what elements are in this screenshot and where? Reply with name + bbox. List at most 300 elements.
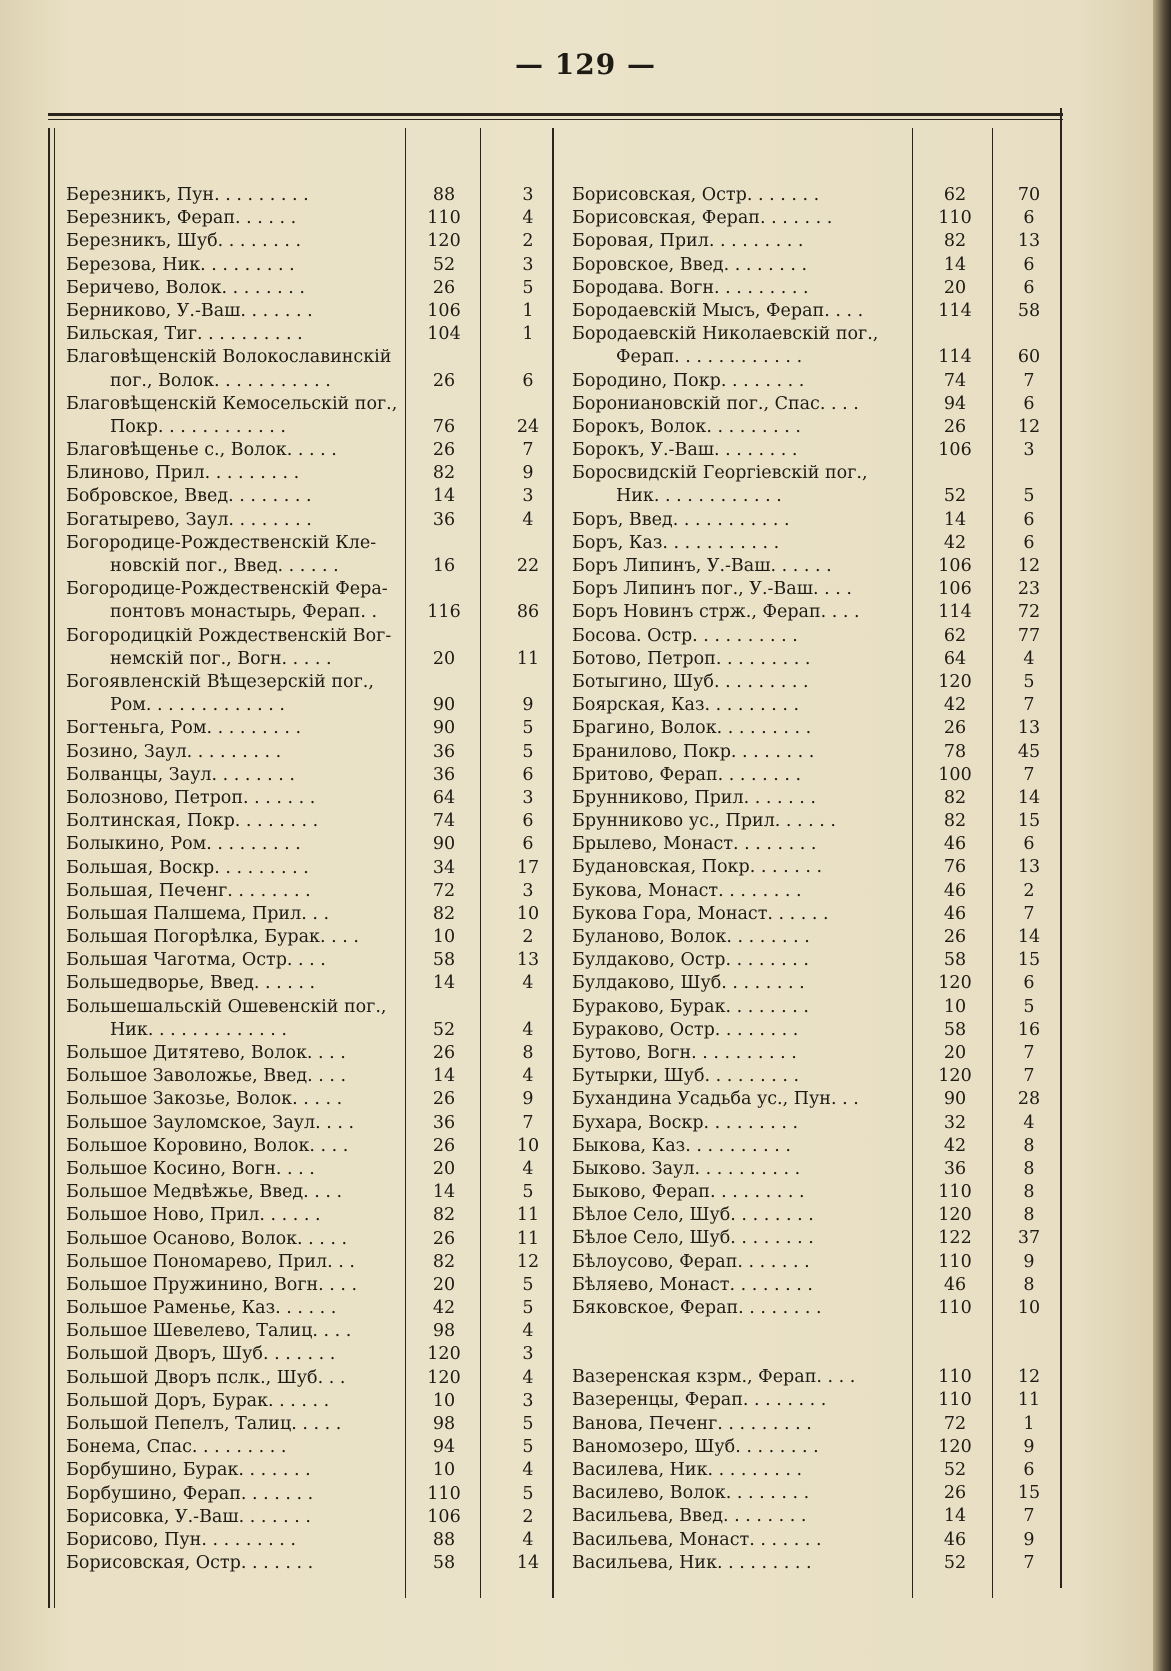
value-first: 26 <box>432 440 456 461</box>
place-name-text: Большое Закозье, Волок. . . . . <box>66 1089 343 1110</box>
list-item <box>66 230 566 253</box>
value-first: 98 <box>432 1321 456 1342</box>
place-name-text: Бяковское, Ферап. . . . . . . . <box>572 1298 822 1319</box>
list-item <box>66 1228 566 1251</box>
place-name <box>572 833 912 856</box>
place-name-text: Березникъ, Ферап. . . . . . <box>66 208 297 229</box>
value-second: 24 <box>516 416 540 437</box>
list-item <box>572 532 1058 555</box>
place-name <box>572 1251 912 1274</box>
value-second: 14 <box>1017 787 1041 808</box>
list-item <box>66 393 566 439</box>
place-name-text: Богородицкій Рождественскій Вог- <box>66 625 392 646</box>
value-second: 7 <box>1023 903 1035 924</box>
value-first: 52 <box>432 254 456 275</box>
place-name <box>66 1390 402 1413</box>
value-first: 20 <box>432 648 456 669</box>
value-second: 8 <box>1023 1274 1035 1295</box>
place-name-text: Бѣлое Село, Шуб. . . . . . . . <box>572 1228 814 1249</box>
place-name-text: Бородаевскій Николаевскій пог., <box>572 324 879 345</box>
value-first: 52 <box>432 1019 456 1040</box>
value-second: 11 <box>516 1205 540 1226</box>
place-name <box>66 1181 402 1204</box>
table-left-border <box>48 128 55 1608</box>
value-second: 10 <box>1017 1298 1041 1319</box>
place-name <box>572 1135 912 1158</box>
place-name-text: Большой Доръ, Бурак. . . . . . <box>66 1390 330 1411</box>
place-name <box>572 1088 912 1111</box>
value-second: 11 <box>516 1228 540 1249</box>
value-first: 10 <box>432 927 456 948</box>
place-name-text: Вазеренская кзрм., Ферап. . . . <box>572 1367 856 1388</box>
list-item <box>66 1343 566 1366</box>
value-second: 2 <box>522 927 534 948</box>
value-first: 58 <box>432 950 456 971</box>
place-name-text: Болозново, Петроп. . . . . . . <box>66 787 316 808</box>
value-second: 3 <box>522 1344 534 1365</box>
place-name-text: Ботово, Петроп. . . . . . . . . <box>572 648 811 669</box>
place-name <box>66 1343 402 1366</box>
place-name-text: Быково. Заул. . . . . . . . . . <box>572 1158 801 1179</box>
place-name-text: Буланово, Волок. . . . . . . . <box>572 927 810 948</box>
place-name-text: Боръ, Каз. . . . . . . . . . . <box>572 532 780 553</box>
place-name-text: Ванова, Печенг. . . . . . . . . <box>572 1413 812 1434</box>
value-first: 76 <box>432 416 456 437</box>
list-item <box>572 230 1058 253</box>
place-name-text: Бильская, Тиг. . . . . . . . . . <box>66 324 303 345</box>
place-name-text: Борбушино, Ферап. . . . . . . <box>66 1483 314 1504</box>
place-name <box>66 1251 402 1274</box>
value-second: 15 <box>1017 950 1041 971</box>
place-name-text: Богоявленскій Вѣщезерскій пог., <box>66 672 374 693</box>
list-item <box>572 1529 1058 1552</box>
place-name-text: Бородаевскій Мысъ, Ферап. . . . <box>572 300 864 321</box>
place-name-text: Борбушино, Бурак. . . . . . . <box>66 1460 311 1481</box>
value-first: 82 <box>432 463 456 484</box>
value-second: 4 <box>522 1367 534 1388</box>
value-second: 4 <box>522 1158 534 1179</box>
place-name <box>572 996 912 1019</box>
place-name <box>66 1088 402 1111</box>
place-name <box>572 880 912 903</box>
place-name <box>66 1065 402 1088</box>
value-second: 15 <box>1017 1483 1041 1504</box>
value-first: 98 <box>432 1414 456 1435</box>
value-second: 37 <box>1017 1228 1041 1249</box>
value-first: 14 <box>943 509 967 530</box>
value-second: 45 <box>1017 741 1041 762</box>
place-name-text: Васильева, Ник. . . . . . . . . <box>572 1552 812 1573</box>
place-name-text: Борисовская, Остр. . . . . . . <box>66 1553 314 1574</box>
place-name <box>572 370 912 393</box>
value-first: 90 <box>432 695 456 716</box>
value-second: 4 <box>522 1066 534 1087</box>
place-name-text: Большая Погорѣлка, Бурак. . . . <box>66 927 359 948</box>
list-item <box>572 1552 1058 1575</box>
value-first: 74 <box>432 811 456 832</box>
place-name <box>66 532 402 578</box>
value-first: 122 <box>938 1228 972 1249</box>
place-name-text: Бонема, Спас. . . . . . . . . <box>66 1437 287 1458</box>
place-name-text: Василево, Волок. . . . . . . . <box>572 1483 810 1504</box>
list-item <box>66 764 566 787</box>
header-rule <box>48 113 1063 116</box>
value-first: 110 <box>938 208 972 229</box>
value-first: 16 <box>432 556 456 577</box>
place-name <box>572 439 912 462</box>
place-name-text: Бураково, Остр. . . . . . . . <box>572 1019 799 1040</box>
value-first: 88 <box>432 185 456 205</box>
place-name-text: Боярская, Каз. . . . . . . . . <box>572 695 800 716</box>
list-item <box>572 1459 1058 1482</box>
list-item <box>572 1135 1058 1158</box>
list-item <box>66 671 566 717</box>
place-name <box>572 254 912 277</box>
place-name-text: Большая, Печенг. . . . . . . . <box>66 880 311 901</box>
value-first: 100 <box>938 764 972 785</box>
place-name <box>66 1320 402 1343</box>
place-name <box>572 1019 912 1042</box>
place-name <box>66 1135 402 1158</box>
list-item <box>66 439 566 462</box>
place-name-text: Бутырки, Шуб. . . . . . . . . <box>572 1066 800 1087</box>
right-column-list <box>572 184 1058 1575</box>
list-item <box>66 996 566 1042</box>
place-name <box>572 1529 912 1552</box>
value-first: 64 <box>943 648 967 669</box>
list-item <box>572 671 1058 694</box>
place-name <box>572 1482 912 1505</box>
value-second: 5 <box>522 1437 534 1458</box>
place-name-text: Болтинская, Покр. . . . . . . . <box>66 811 319 832</box>
value-first: 46 <box>943 880 967 901</box>
place-name-text: Богородице-Рождественскій Фера- <box>66 579 388 600</box>
value-second: 1 <box>522 300 534 321</box>
place-name-text: Боръ Липинъ, У.-Ваш. . . . . . <box>572 556 832 577</box>
list-item <box>66 1158 566 1181</box>
place-name-text: Вазеренцы, Ферап. . . . . . . . <box>572 1390 827 1411</box>
value-first: 90 <box>432 718 456 739</box>
value-second: 3 <box>522 486 534 507</box>
value-second: 6 <box>522 764 534 785</box>
value-first: 14 <box>432 486 456 507</box>
value-first: 94 <box>432 1437 456 1458</box>
place-name-text: Борониановскій пог., Спас. . . . <box>572 393 859 414</box>
place-name-text: Большое Медвѣжье, Введ. . . . <box>66 1182 343 1203</box>
place-name <box>66 393 402 439</box>
place-name-text: Васильева, Введ. . . . . . . . <box>572 1506 807 1527</box>
place-name <box>66 996 402 1042</box>
place-name-text: Бухара, Воскр. . . . . . . . . <box>572 1112 799 1133</box>
value-first: 106 <box>938 556 972 577</box>
place-name <box>66 1228 402 1251</box>
place-name <box>572 972 912 995</box>
value-first: 116 <box>427 602 461 623</box>
value-second: 7 <box>522 440 534 461</box>
list-item <box>572 578 1058 601</box>
place-name-text: Боросвидскій Георгіевскій пог., <box>572 463 868 484</box>
value-second: 2 <box>522 231 534 252</box>
place-name <box>572 694 912 717</box>
place-name <box>572 532 912 555</box>
place-name-text: Большое Заволожье, Введ. . . . <box>66 1066 347 1087</box>
list-item <box>572 764 1058 787</box>
value-first: 82 <box>432 1205 456 1226</box>
list-item <box>66 462 566 485</box>
list-item <box>66 1181 566 1204</box>
place-name <box>572 1274 912 1297</box>
list-item <box>572 949 1058 972</box>
value-second: 6 <box>1023 834 1035 855</box>
list-item <box>66 1112 566 1135</box>
list-item <box>66 787 566 810</box>
place-name-text: Букова Гора, Монаст. . . . . . <box>572 903 829 924</box>
place-name <box>572 1505 912 1528</box>
value-second: 6 <box>522 370 534 391</box>
place-name-text: Бѣлоусово, Ферап. . . . . . . <box>572 1251 810 1272</box>
place-name <box>66 671 402 717</box>
value-first: 10 <box>943 996 967 1017</box>
value-second: 11 <box>1017 1390 1041 1411</box>
place-name <box>572 903 912 926</box>
value-first: 62 <box>943 185 967 205</box>
place-name-text: Березникъ, Шуб. . . . . . . . <box>66 231 302 252</box>
value-first: 120 <box>938 1205 972 1226</box>
list-item <box>572 972 1058 995</box>
place-name <box>66 857 402 880</box>
place-name-text: Большая Чаготма, Остр. . . . <box>66 950 326 971</box>
place-name-text: Березова, Ник. . . . . . . . . <box>66 254 295 275</box>
list-item <box>66 741 566 764</box>
place-name <box>66 949 402 972</box>
place-name <box>572 1459 912 1482</box>
place-name <box>66 1297 402 1320</box>
place-name <box>572 1065 912 1088</box>
list-item <box>572 184 1058 207</box>
value-second: 4 <box>522 1460 534 1481</box>
place-name <box>66 485 402 508</box>
place-name-text: Борокъ, Волок. . . . . . . . . <box>572 416 801 437</box>
place-name-text: Борисовка, У.-Ваш. . . . . . . <box>66 1506 311 1527</box>
list-item <box>572 996 1058 1019</box>
value-first: 42 <box>943 1135 967 1156</box>
value-first: 88 <box>432 1529 456 1550</box>
value-first: 120 <box>938 1436 972 1457</box>
value-second: 6 <box>1023 1459 1035 1480</box>
value-first: 82 <box>943 231 967 252</box>
value-first: 114 <box>938 347 972 368</box>
page-number: — 129 — <box>515 48 656 81</box>
list-item <box>66 1506 566 1529</box>
list-item <box>572 880 1058 903</box>
place-name <box>572 462 912 508</box>
value-second: 12 <box>1017 1367 1041 1388</box>
place-name-text: Босова. Остр. . . . . . . . . . <box>572 625 798 646</box>
place-name <box>66 741 402 764</box>
list-item <box>66 880 566 903</box>
value-first: 106 <box>938 579 972 600</box>
list-item <box>66 254 566 277</box>
value-second: 22 <box>516 556 540 577</box>
value-first: 52 <box>943 1552 967 1573</box>
list-item <box>66 485 566 508</box>
list-item <box>66 1390 566 1413</box>
place-name-text: Большое Пономарево, Прил. . . <box>66 1251 355 1272</box>
place-name-text: Борисовская, Ферап. . . . . . . <box>572 208 833 229</box>
value-first: 82 <box>432 1251 456 1272</box>
list-item <box>66 277 566 300</box>
list-item <box>572 462 1058 508</box>
value-first: 26 <box>432 370 456 391</box>
value-second: 7 <box>1023 695 1035 716</box>
value-second: 70 <box>1017 185 1041 205</box>
list-item <box>66 509 566 532</box>
place-name <box>572 323 912 369</box>
place-name <box>66 1413 402 1436</box>
value-second: 7 <box>1023 764 1035 785</box>
value-first: 14 <box>432 973 456 994</box>
list-item <box>66 717 566 740</box>
list-item <box>66 207 566 230</box>
value-second: 6 <box>1023 393 1035 414</box>
list-item <box>66 833 566 856</box>
place-name <box>66 1436 402 1459</box>
list-item <box>66 926 566 949</box>
place-name-text: Ботыгино, Шуб. . . . . . . . . <box>572 671 809 692</box>
value-second: 7 <box>1023 370 1035 391</box>
place-name <box>66 462 402 485</box>
place-name <box>66 207 402 230</box>
place-name <box>572 207 912 230</box>
place-name-text: Быково, Ферап. . . . . . . . . <box>572 1182 805 1203</box>
list-item <box>572 439 1058 462</box>
value-second: 13 <box>1017 857 1041 878</box>
value-second: 8 <box>1023 1205 1035 1226</box>
place-name <box>572 578 912 601</box>
list-item <box>572 1505 1058 1528</box>
list-item <box>66 184 566 207</box>
list-item <box>572 1158 1058 1181</box>
place-name-text: Боръ, Введ. . . . . . . . . . . <box>572 509 790 530</box>
value-first: 120 <box>427 231 461 252</box>
value-second: 15 <box>1017 811 1041 832</box>
value-first: 36 <box>432 764 456 785</box>
value-second: 9 <box>522 1089 534 1110</box>
place-name <box>572 1552 912 1575</box>
value-first: 14 <box>432 1066 456 1087</box>
place-name-text: Большое Коровино, Волок. . . . <box>66 1135 349 1156</box>
value-second: 12 <box>1017 416 1041 437</box>
place-name <box>66 1158 402 1181</box>
list-item <box>572 1181 1058 1204</box>
place-name <box>572 1158 912 1181</box>
value-first: 14 <box>432 1182 456 1203</box>
value-first: 10 <box>432 1390 456 1411</box>
list-item <box>572 601 1058 624</box>
value-first: 20 <box>943 277 967 298</box>
value-second: 7 <box>1023 1042 1035 1063</box>
value-second: 2 <box>522 1506 534 1527</box>
value-first: 110 <box>938 1251 972 1272</box>
value-second: 7 <box>1023 1506 1035 1527</box>
list-item <box>572 1366 1058 1389</box>
place-name <box>66 926 402 949</box>
list-item <box>572 277 1058 300</box>
place-name <box>572 741 912 764</box>
value-second: 5 <box>522 1483 534 1504</box>
value-second: 5 <box>522 1298 534 1319</box>
place-name <box>66 787 402 810</box>
list-item <box>66 1413 566 1436</box>
value-second: 5 <box>1023 996 1035 1017</box>
place-name <box>66 323 402 346</box>
list-item <box>572 1065 1058 1088</box>
list-item <box>66 1297 566 1320</box>
place-name <box>66 625 402 671</box>
place-name-text: Бѣлое Село, Шуб. . . . . . . . <box>572 1205 814 1226</box>
list-item <box>572 1204 1058 1227</box>
place-name <box>66 1483 402 1506</box>
place-name <box>572 717 912 740</box>
value-second: 10 <box>516 1135 540 1156</box>
list-item <box>572 323 1058 369</box>
value-second: 9 <box>1023 1529 1035 1550</box>
value-second: 3 <box>1023 440 1035 461</box>
value-second: 14 <box>1017 927 1041 948</box>
place-name <box>572 671 912 694</box>
value-second: 77 <box>1017 625 1041 646</box>
list-item <box>572 648 1058 671</box>
list-item <box>66 1065 566 1088</box>
value-first: 104 <box>427 324 461 345</box>
value-second: 60 <box>1017 347 1041 368</box>
value-second: 58 <box>1017 300 1041 321</box>
place-name-text: Болыкино, Ром. . . . . . . . . <box>66 834 301 855</box>
value-first: 14 <box>943 1506 967 1527</box>
value-first: 106 <box>427 1506 461 1527</box>
value-second: 11 <box>516 648 540 669</box>
value-second: 8 <box>1023 1158 1035 1179</box>
place-name-text: Большой Дворъ пслк., Шуб. . . <box>66 1367 346 1388</box>
list-item <box>66 1135 566 1158</box>
place-name-text: Бранилово, Покр. . . . . . . . <box>572 741 815 762</box>
value-first: 26 <box>943 927 967 948</box>
place-name-text: Бураково, Бурак. . . . . . . . <box>572 996 809 1017</box>
value-second: 9 <box>1023 1436 1035 1457</box>
place-name-continuation: Ром. . . . . . . . . . . . . <box>110 695 285 716</box>
list-item <box>66 1367 566 1390</box>
value-first: 58 <box>943 1019 967 1040</box>
place-name-text: Брунниково ус., Прил. . . . . . <box>572 811 836 832</box>
place-name-text: Ваномозеро, Шуб. . . . . . . . <box>572 1436 819 1457</box>
value-second: 5 <box>522 1274 534 1295</box>
value-second: 6 <box>522 811 534 832</box>
place-name-text: Брунниково, Прил. . . . . . . <box>572 787 816 808</box>
value-second: 3 <box>522 1390 534 1411</box>
place-name-continuation: Ник. . . . . . . . . . . . . <box>110 1019 287 1040</box>
value-second: 5 <box>522 1414 534 1435</box>
value-first: 110 <box>938 1298 972 1319</box>
value-first: 26 <box>432 1228 456 1249</box>
place-name-text: Беричево, Волок. . . . . . . . <box>66 277 305 298</box>
place-name-text: Большое Ново, Прил. . . . . . <box>66 1205 321 1226</box>
list-item <box>572 1274 1058 1297</box>
list-item <box>572 741 1058 764</box>
place-name <box>572 1181 912 1204</box>
value-first: 52 <box>943 1459 967 1480</box>
value-second: 8 <box>1023 1135 1035 1156</box>
place-name-text: Боровая, Прил. . . . . . . . . <box>572 231 804 252</box>
